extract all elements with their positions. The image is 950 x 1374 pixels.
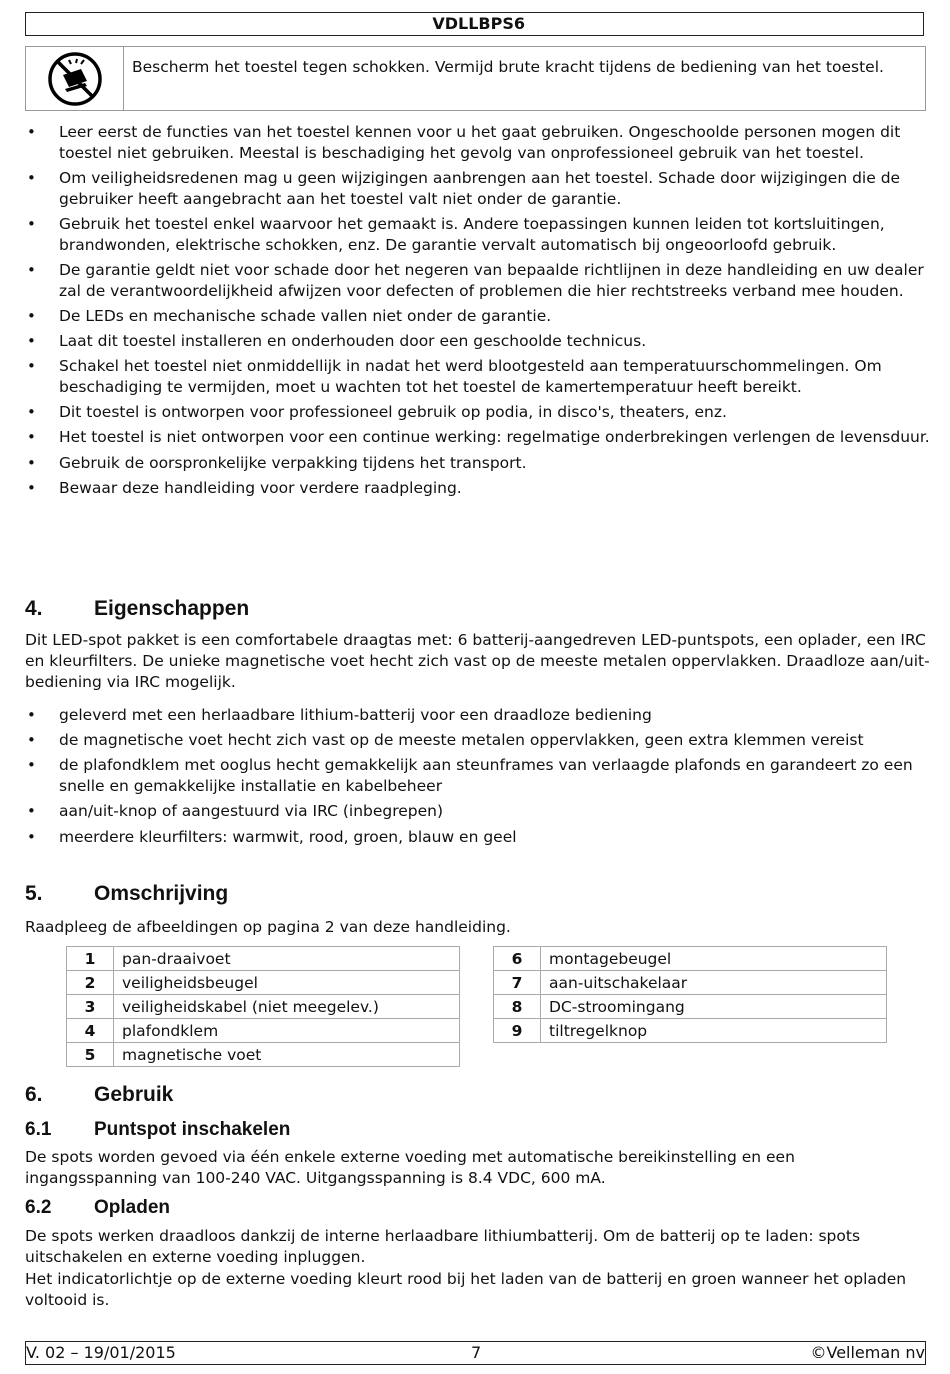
table-row: 1 pan-draaivoet [67, 947, 460, 971]
section-6-1-text: De spots worden gevoed via één enkele externe voeding met automatische bereikinstelling en een ingangsspanning van 100-240 VAC. Uitgangsspanning is 8.4 VDC, 600 mA. [25, 1148, 795, 1187]
model-number: VDLLBPS6 [432, 14, 525, 33]
section-6-2-heading [25, 1197, 170, 1219]
list-item: • De LEDs en mechanische schade vallen niet onder de garantie. [25, 306, 930, 327]
section-4-intro: Dit LED-spot pakket is een comfortabele draagtas met: 6 batterij-aangedreven LED-puntspots, een oplader, een IRC en kleurfilters. De unieke magnetische voet hecht zich vast op de meeste metalen oppervlakken. Draadloze aan/uit-bediening via IRC mogelijk. [25, 631, 930, 691]
section-6-1-heading [25, 1119, 290, 1141]
section-title: Eigenschappen [94, 597, 250, 620]
list-item: • De garantie geldt niet voor schade door het negeren van bepaalde richtlijnen in deze handleiding en uw dealer zal de verantwoordelijkheid afwijzen voor defecten of problemen die hier rechtstreeks verband mee houden. [25, 260, 930, 302]
list-item: • Schakel het toestel niet onmiddellijk in nadat het werd blootgesteld aan temperatuurschommelingen. Om beschadiging te vermijden, moet u wachten tot het toestel de kamertemperatuur heeft bereikt. [25, 356, 930, 398]
section-6-2-text-2: Het indicatorlichtje op de externe voeding kleurt rood bij het laden van de batterij en groen wanneer het opladen voltooid is. [25, 1270, 907, 1309]
page-footer [25, 1341, 926, 1365]
table-row: 2 veiligheidsbeugel [67, 971, 460, 995]
section-title: Opladen [94, 1197, 171, 1218]
section-title: Gebruik [94, 1083, 174, 1106]
table-row: 9 tiltregelknop [494, 1019, 887, 1043]
list-item: • de magnetische voet hecht zich vast op de meeste metalen oppervlakken, geen extra klemmen vereist [25, 730, 930, 751]
table-row: 6 montagebeugel [494, 947, 887, 971]
section-number: 4. [25, 597, 43, 620]
table-row: 3 veiligheidskabel (niet meegelev.) [67, 995, 460, 1019]
list-item: • Bewaar deze handleiding voor verdere raadpleging. [25, 478, 930, 499]
section-4-heading [25, 597, 249, 621]
table-row: 7 aan-uitschakelaar [494, 971, 887, 995]
section-5-heading [25, 882, 228, 906]
section-number: 5. [25, 882, 43, 905]
list-item: • Gebruik het toestel enkel waarvoor het gemaakt is. Andere toepassingen kunnen leiden tot kortsluitingen, brandwonden, elektrische schokken, enz. De garantie vervalt automatisch bij ongeoorloofd gebruik. [25, 214, 930, 256]
table-row: 4 plafondklem [67, 1019, 460, 1043]
section-number: 6. [25, 1083, 43, 1106]
list-item: • Om veiligheidsredenen mag u geen wijzigingen aanbrengen aan het toestel. Schade door wijzigingen die de gebruiker heeft aangebracht aan het toestel valt niet onder de garantie. [25, 168, 930, 210]
list-item: • de plafondklem met ooglus hecht gemakkelijk aan steunframes van verlaagde plafonds en garandeert zo een snelle en gemakkelijke installatie en kabelbeheer [25, 755, 930, 797]
list-item: • aan/uit-knop of aangestuurd via IRC (inbegrepen) [25, 801, 930, 822]
warning-box [25, 46, 926, 111]
parts-table-right [493, 946, 887, 1043]
section-title: Puntspot inschakelen [94, 1119, 291, 1140]
list-item: • Dit toestel is ontworpen voor professioneel gebruik op podia, in disco's, theaters, enz. [25, 402, 930, 423]
warning-icon-cell [26, 47, 124, 110]
parts-table-left [66, 946, 460, 1067]
list-item: • meerdere kleurfilters: warmwit, rood, groen, blauw en geel [25, 827, 930, 848]
list-item: • Leer eerst de functies van het toestel kennen voor u het gaat gebruiken. Ongeschoolde personen mogen dit toestel niet gebruiken. Meestal is beschadiging het gevolg van onprofessioneel gebruik van het toestel. [25, 122, 930, 164]
section-6-2-text-1: De spots werken draadloos dankzij de interne herlaadbare lithiumbatterij. Om de batterij op te laden: spots uitschakelen en externe voeding inpluggen. [25, 1227, 861, 1266]
list-item: • Laat dit toestel installeren en onderhouden door een geschoolde technicus. [25, 331, 930, 352]
warning-text: Bescherm het toestel tegen schokken. Vermijd brute kracht tijdens de bediening van het toestel. [132, 58, 884, 76]
section-number: 6.1 [25, 1119, 52, 1140]
safety-list [25, 122, 930, 503]
section-title: Omschrijving [94, 882, 229, 905]
section-6-heading [25, 1083, 173, 1107]
table-row: 5 magnetische voet [67, 1043, 460, 1067]
page-number: 7 [471, 1343, 482, 1362]
list-item: • Het toestel is niet ontworpen voor een continue werking: regelmatige onderbrekingen verlengen de levensduur. [25, 427, 930, 448]
list-item: • Gebruik de oorspronkelijke verpakking tijdens het transport. [25, 453, 930, 474]
footer-copyright: ©Velleman nv [810, 1343, 925, 1362]
no-shock-icon [47, 51, 103, 107]
list-item: • geleverd met een herlaadbare lithium-batterij voor een draadloze bediening [25, 705, 930, 726]
section-5-intro: Raadpleeg de afbeeldingen op pagina 2 van deze handleiding. [25, 918, 511, 936]
table-row: 8 DC-stroomingang [494, 995, 887, 1019]
features-list [25, 705, 930, 852]
section-number: 6.2 [25, 1197, 52, 1218]
footer-version: V. 02 – 19/01/2015 [26, 1343, 176, 1362]
page-header [25, 12, 924, 36]
